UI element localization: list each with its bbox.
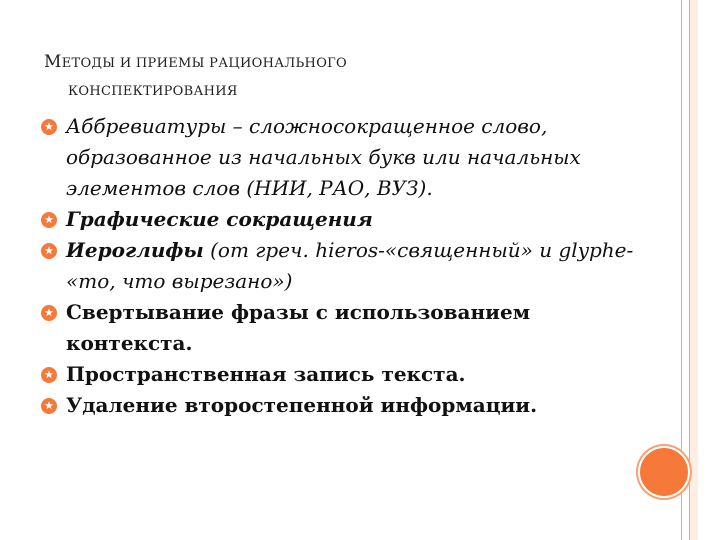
- decorative-orange-circle: [640, 448, 688, 496]
- title-first-letter: М: [44, 52, 62, 72]
- item-description: (от греч. hieros-«священный» и glyphe- «то, что вырезано»): [66, 238, 634, 293]
- list-item: [38, 235, 658, 297]
- item-text: Свертывание фразы с использованием контекста.: [66, 300, 531, 355]
- decorative-side-stripe: [690, 0, 698, 540]
- title-line2: КОНСПЕКТИРОВАНИЯ: [68, 84, 238, 99]
- item-term: Графические сокращения: [66, 207, 373, 231]
- gear-flower-icon: [41, 367, 57, 383]
- list-item: [38, 359, 658, 390]
- gear-flower-icon: [41, 243, 57, 259]
- list-item: [38, 111, 658, 204]
- gear-flower-icon: [41, 398, 57, 414]
- gear-flower-icon: [41, 119, 57, 135]
- item-term: Аббревиатуры: [66, 114, 227, 138]
- slide-title: [44, 48, 644, 106]
- title-line1: ЕТОДЫ И ПРИЕМЫ РАЦИОНАЛЬНОГО: [61, 56, 348, 71]
- item-text: Пространственная запись текста.: [66, 362, 466, 386]
- bullet-list: [38, 111, 658, 421]
- gear-flower-icon: [41, 305, 57, 321]
- item-term: Иероглифы: [66, 238, 204, 262]
- gear-flower-icon: [41, 212, 57, 228]
- list-item: [38, 390, 658, 421]
- item-description: – сложносокращенное слово, образованное из начальных букв или начальных элементов слов (НИИ, РАО, ВУЗ).: [66, 114, 581, 200]
- list-item: [38, 297, 658, 359]
- decorative-side-line: [689, 0, 690, 540]
- list-item: [38, 204, 658, 235]
- item-text: Удаление второстепенной информации.: [66, 393, 538, 417]
